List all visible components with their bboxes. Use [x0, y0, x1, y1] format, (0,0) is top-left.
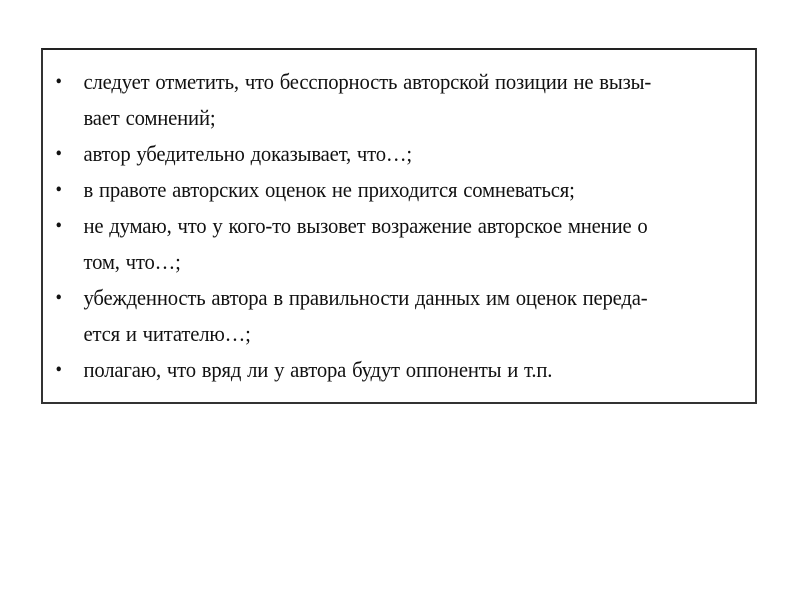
bullet-icon: • — [55, 287, 62, 309]
bullet-icon: • — [55, 71, 62, 93]
list-item-line: убежденность автора в правильности данных им оценок переда- — [83, 285, 648, 310]
list-item-line: ется и читателю…; — [83, 321, 251, 346]
bullet-icon: • — [55, 215, 62, 237]
list-item-line: автор убедительно доказывает, что…; — [83, 141, 412, 166]
list-item — [43, 208, 742, 280]
bullet-icon: • — [55, 179, 62, 201]
list-item-line: в правоте авторских оценок не приходится сомневаться; — [83, 177, 575, 202]
bullet-icon: • — [55, 359, 62, 381]
list-item-line: том, что…; — [83, 249, 181, 274]
list-item — [43, 352, 742, 388]
bullet-list — [43, 64, 755, 388]
bordered-text-box — [41, 48, 757, 404]
list-item — [43, 136, 742, 172]
list-item — [43, 172, 742, 208]
list-item-line: не думаю, что у кого-то вызовет возражение авторское мнение о — [83, 213, 648, 238]
list-item-line: полагаю, что вряд ли у автора будут оппоненты и т.п. — [83, 357, 553, 382]
list-item-line: вает сомнений; — [83, 105, 216, 130]
list-item — [43, 280, 742, 352]
bullet-icon: • — [55, 143, 62, 165]
list-item — [43, 64, 742, 136]
list-item-line: следует отметить, что бесспорность авторской позиции не вызы- — [83, 69, 652, 94]
